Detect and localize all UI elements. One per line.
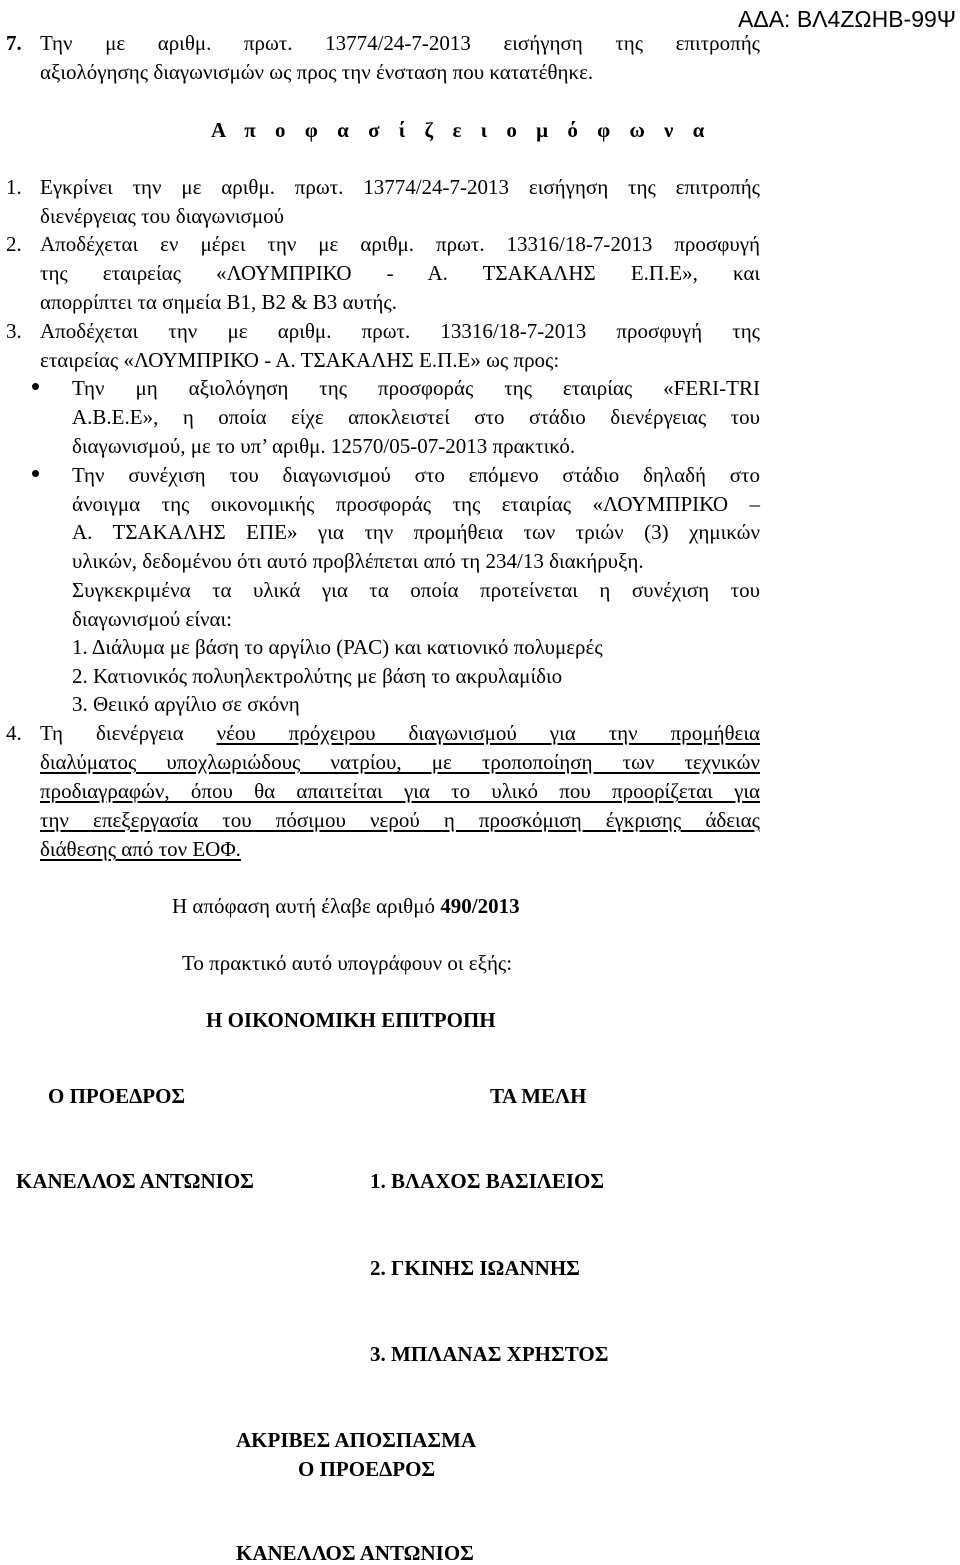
- decision-4-line2: διαλύματος υποχλωριώδους νατρίου, με τροποποίηση των τεχνικών: [40, 750, 760, 774]
- exact-copy-name: ΚΑΝΕΛΛΟΣ ΑΝΤΩΝΙΟΣ: [236, 1541, 474, 1565]
- item7-line1: Την με αριθμ. πρωτ. 13774/24-7-2013 εισήγηση της επιτροπής: [40, 31, 760, 55]
- decision-3-number: 3.: [6, 319, 22, 343]
- decision-3-line1: Αποδέχεται την με αριθμ. πρωτ. 13316/18-7-2013 προσφυγή της: [40, 319, 760, 343]
- decision-number-line: [172, 894, 520, 918]
- president-title: Ο ΠΡΟΕΔΡΟΣ: [48, 1084, 186, 1108]
- decision-4-line3: προδιαγραφών, όπου θα απαιτείται για το υλικό που προορίζεται για: [40, 779, 760, 803]
- material-1: 1. Διάλυμα με βάση το αργίλιο (PAC) και κατιονικό πολυμερές: [72, 635, 603, 659]
- material-3: 3. Θειικό αργίλιο σε σκόνη: [72, 692, 300, 716]
- bullet-2-icon: [32, 470, 39, 477]
- bullet-2-line5: Συγκεκριμένα τα υλικά για τα οποία προτείνεται η συνέχιση του: [72, 578, 760, 602]
- decision-2-line1: Αποδέχεται εν μέρει την με αριθμ. πρωτ. 13316/18-7-2013 προσφυγή: [40, 232, 760, 256]
- exact-copy-title: Ο ΠΡΟΕΔΡΟΣ: [298, 1457, 436, 1481]
- ada-code: ΑΔΑ: ΒΛ4ΖΩΗΒ-99Ψ: [738, 6, 956, 32]
- member-1: 1. ΒΛΑΧΟΣ ΒΑΣΙΛΕΙΟΣ: [370, 1169, 605, 1193]
- item7-line2: αξιολόγησης διαγωνισμών ως προς την ένσταση που κατατέθηκε.: [40, 60, 594, 84]
- committee-name: Η ΟΙΚΟΝΟΜΙΚΗ ΕΠΙΤΡΟΠΗ: [206, 1008, 496, 1032]
- signed-text: Το πρακτικό αυτό υπογράφουν οι εξής:: [182, 951, 513, 975]
- president-name: ΚΑΝΕΛΛΟΣ ΑΝΤΩΝΙΟΣ: [16, 1169, 254, 1193]
- decision-4-line1: [40, 721, 760, 745]
- decision-1-line1: Εγκρίνει την με αριθμ. πρωτ. 13774/24-7-2013 εισήγηση της επιτροπής: [40, 175, 760, 199]
- decision-number-text: Η απόφαση αυτή έλαβε αριθμό: [172, 894, 441, 918]
- bullet-2-line2: άνοιγμα της οικονομικής προσφοράς της εταιρίας «ΛΟΥΜΠΡΙΚΟ –: [72, 492, 760, 516]
- decision-4-line1-plain: Τη διενέργεια: [40, 721, 217, 745]
- item7-number: 7.: [6, 31, 22, 55]
- bullet-1-line1: Την μη αξιολόγηση της προσφοράς της εταιρίας «FERI-TRI: [72, 376, 760, 400]
- decision-4-line4: την επεξεργασία του πόσιμου νερού η προσκόμιση έγκρισης άδειας: [40, 808, 760, 832]
- bullet-2-line4: υλικών, δεδομένου ότι αυτό προβλέπεται από τη 234/13 διακήρυξη.: [72, 549, 644, 573]
- bullet-1-line3: διαγωνισμού, με το υπ’ αριθμ. 12570/05-07-2013 πρακτικό.: [72, 434, 576, 458]
- bullet-2-line3: Α. ΤΣΑΚΑΛΗΣ ΕΠΕ» για την προμήθεια των τριών (3) χημικών: [72, 520, 760, 544]
- decision-2-number: 2.: [6, 232, 22, 256]
- decision-2-line3: απορρίπτει τα σημεία Β1, Β2 & Β3 αυτής.: [40, 290, 397, 314]
- bullet-1-line2: Α.Β.Ε.Ε», η οποία είχε αποκλειστεί στο στάδιο διενέργειας του: [72, 405, 760, 429]
- decision-number: 490/2013: [440, 894, 520, 918]
- decision-1-number: 1.: [6, 175, 22, 199]
- decision-3-line2: εταιρείας «ΛΟΥΜΠΡΙΚΟ - Α. ΤΣΑΚΑΛΗΣ Ε.Π.Ε» ως προς:: [40, 348, 560, 372]
- decision-1-line2: διενέργειας του διαγωνισμού: [40, 204, 284, 228]
- decision-heading: Α π ο φ α σ ί ζ ε ι ο μ ό φ ω ν α: [211, 118, 712, 142]
- decision-2-line2: της εταιρείας «ΛΟΥΜΠΡΙΚΟ - Α. ΤΣΑΚΑΛΗΣ Ε.Π.Ε», και: [40, 261, 760, 285]
- bullet-2-line6: διαγωνισμού είναι:: [72, 607, 232, 631]
- exact-copy-label: ΑΚΡΙΒΕΣ ΑΠΟΣΠΑΣΜΑ: [236, 1428, 477, 1452]
- decision-4-number: 4.: [6, 721, 22, 745]
- bullet-2-line1: Την συνέχιση του διαγωνισμού στο επόμενο στάδιο δηλαδή στο: [72, 463, 760, 487]
- member-2: 2. ΓΚΙΝΗΣ ΙΩΑΝΝΗΣ: [370, 1256, 580, 1280]
- decision-4-line5: διάθεσης από τον ΕΟΦ.: [40, 837, 241, 861]
- members-title: ΤΑ ΜΕΛΗ: [490, 1084, 587, 1108]
- bullet-1-icon: [32, 383, 39, 390]
- decision-4-line1-underlined: νέου πρόχειρου διαγωνισμού για την προμήθεια: [216, 721, 760, 745]
- member-3: 3. ΜΠΛΑΝΑΣ ΧΡΗΣΤΟΣ: [370, 1342, 609, 1366]
- material-2: 2. Κατιονικός πολυηλεκτρολύτης με βάση το ακρυλαμίδιο: [72, 664, 563, 688]
